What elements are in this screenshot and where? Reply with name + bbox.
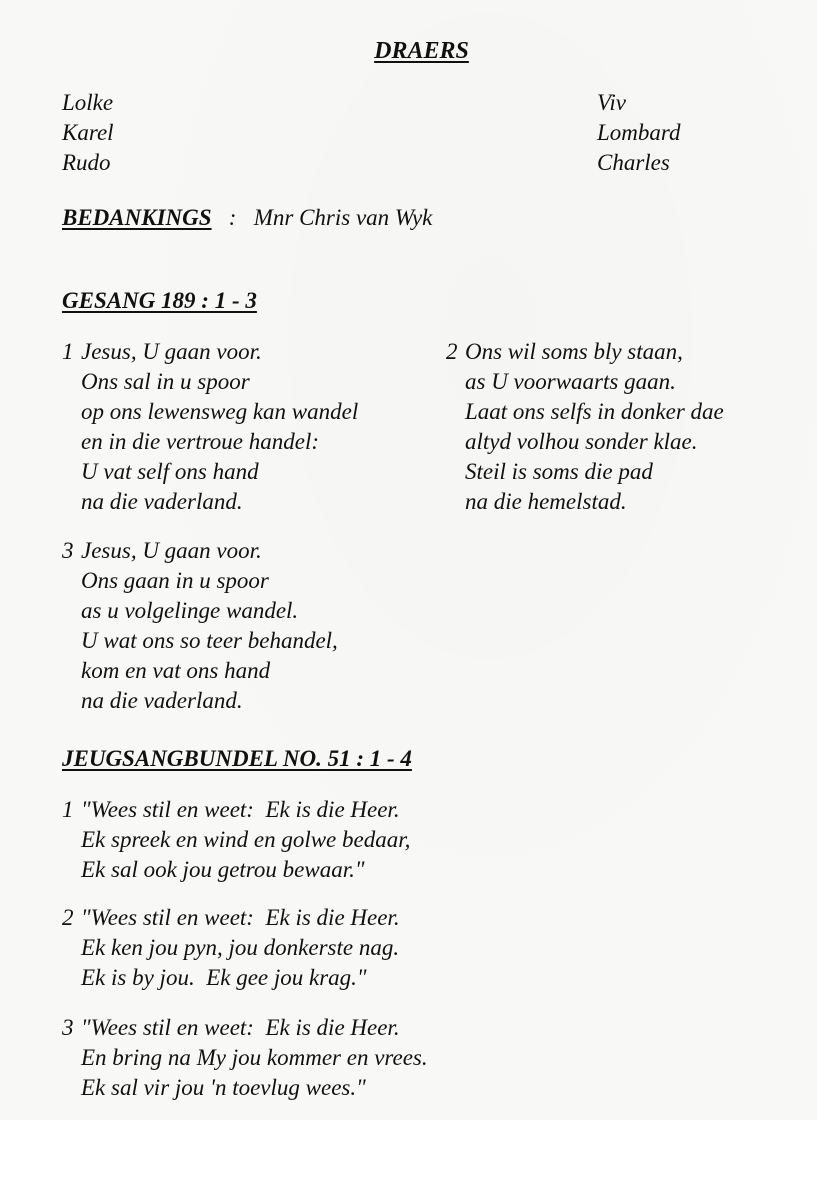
verse-line: altyd volhou sonder klae. xyxy=(465,429,698,454)
verse-line: U vat self ons hand xyxy=(81,459,259,484)
verse-line: Ek spreek en wind en golwe bedaar, xyxy=(81,827,411,852)
bearer-name: Karel xyxy=(62,120,114,145)
verse-line: En bring na My jou kommer en vrees. xyxy=(81,1045,428,1070)
verse-line: na die hemelstad. xyxy=(465,489,627,514)
verse-line: kom en vat ons hand xyxy=(81,658,271,683)
verse-line: U wat ons so teer behandel, xyxy=(81,628,338,653)
verse-number: 1 xyxy=(62,339,74,364)
verse-number: 1 xyxy=(62,797,74,822)
verse-line: Steil is soms die pad xyxy=(465,459,653,484)
verse-line: en in die vertroue handel: xyxy=(81,429,320,454)
verse-number: 2 xyxy=(446,339,458,364)
verse-line: as u volgelinge wandel. xyxy=(81,598,299,623)
verse-line: Ek sal vir jou 'n toevlug wees." xyxy=(81,1075,366,1100)
verse-line: op ons lewensweg kan wandel xyxy=(81,399,359,424)
verse-line: Jesus, U gaan voor. xyxy=(81,538,262,563)
draers-title: DRAERS xyxy=(374,38,469,64)
bearer-name: Lolke xyxy=(62,90,114,115)
bearer-name: Charles xyxy=(597,150,670,175)
jeugsang-verse-2 xyxy=(62,903,400,993)
jeugsang-verse-1 xyxy=(62,795,410,885)
verse-line: Jesus, U gaan voor. xyxy=(81,339,262,364)
verse-line: "Wees stil en weet: Ek is die Heer. xyxy=(81,1015,400,1040)
gesang-heading: GESANG 189 : 1 - 3 xyxy=(62,288,257,313)
verse-line: Laat ons selfs in donker dae xyxy=(465,399,724,424)
verse-line: "Wees stil en weet: Ek is die Heer. xyxy=(81,797,400,822)
thanks-name: Mnr Chris van Wyk xyxy=(253,205,433,230)
gesang-verse-1 xyxy=(62,337,358,517)
gesang-verse-3 xyxy=(62,536,338,716)
verse-line: Ons wil soms bly staan, xyxy=(465,339,683,364)
verse-number: 3 xyxy=(62,538,74,563)
jeugsang-verse-3 xyxy=(62,1013,428,1103)
draers-left-column xyxy=(62,88,114,178)
verse-line: Ons sal in u spoor xyxy=(81,369,250,394)
verse-line: na die vaderland. xyxy=(81,489,243,514)
thanks-line xyxy=(62,205,432,231)
verse-number: 2 xyxy=(62,905,74,930)
bearer-name: Lombard xyxy=(597,120,681,145)
verse-number: 3 xyxy=(62,1015,74,1040)
verse-line: Ons gaan in u spoor xyxy=(81,568,269,593)
verse-line: Ek ken jou pyn, jou donkerste nag. xyxy=(81,935,400,960)
bedankings-heading: BEDANKINGS xyxy=(62,205,212,230)
verse-line: as U voorwaarts gaan. xyxy=(465,369,676,394)
bearer-name: Viv xyxy=(597,90,626,115)
gesang-verse-2 xyxy=(446,337,724,517)
verse-line: "Wees stil en weet: Ek is die Heer. xyxy=(81,905,400,930)
verse-line: Ek is by jou. Ek gee jou krag." xyxy=(81,965,367,990)
bearer-name: Rudo xyxy=(62,150,111,175)
thanks-separator: : xyxy=(228,205,237,230)
verse-line: Ek sal ook jou getrou bewaar." xyxy=(81,857,365,882)
verse-line: na die vaderland. xyxy=(81,688,243,713)
jeugsang-heading: JEUGSANGBUNDEL NO. 51 : 1 - 4 xyxy=(62,746,412,771)
draers-right-column xyxy=(597,88,681,178)
